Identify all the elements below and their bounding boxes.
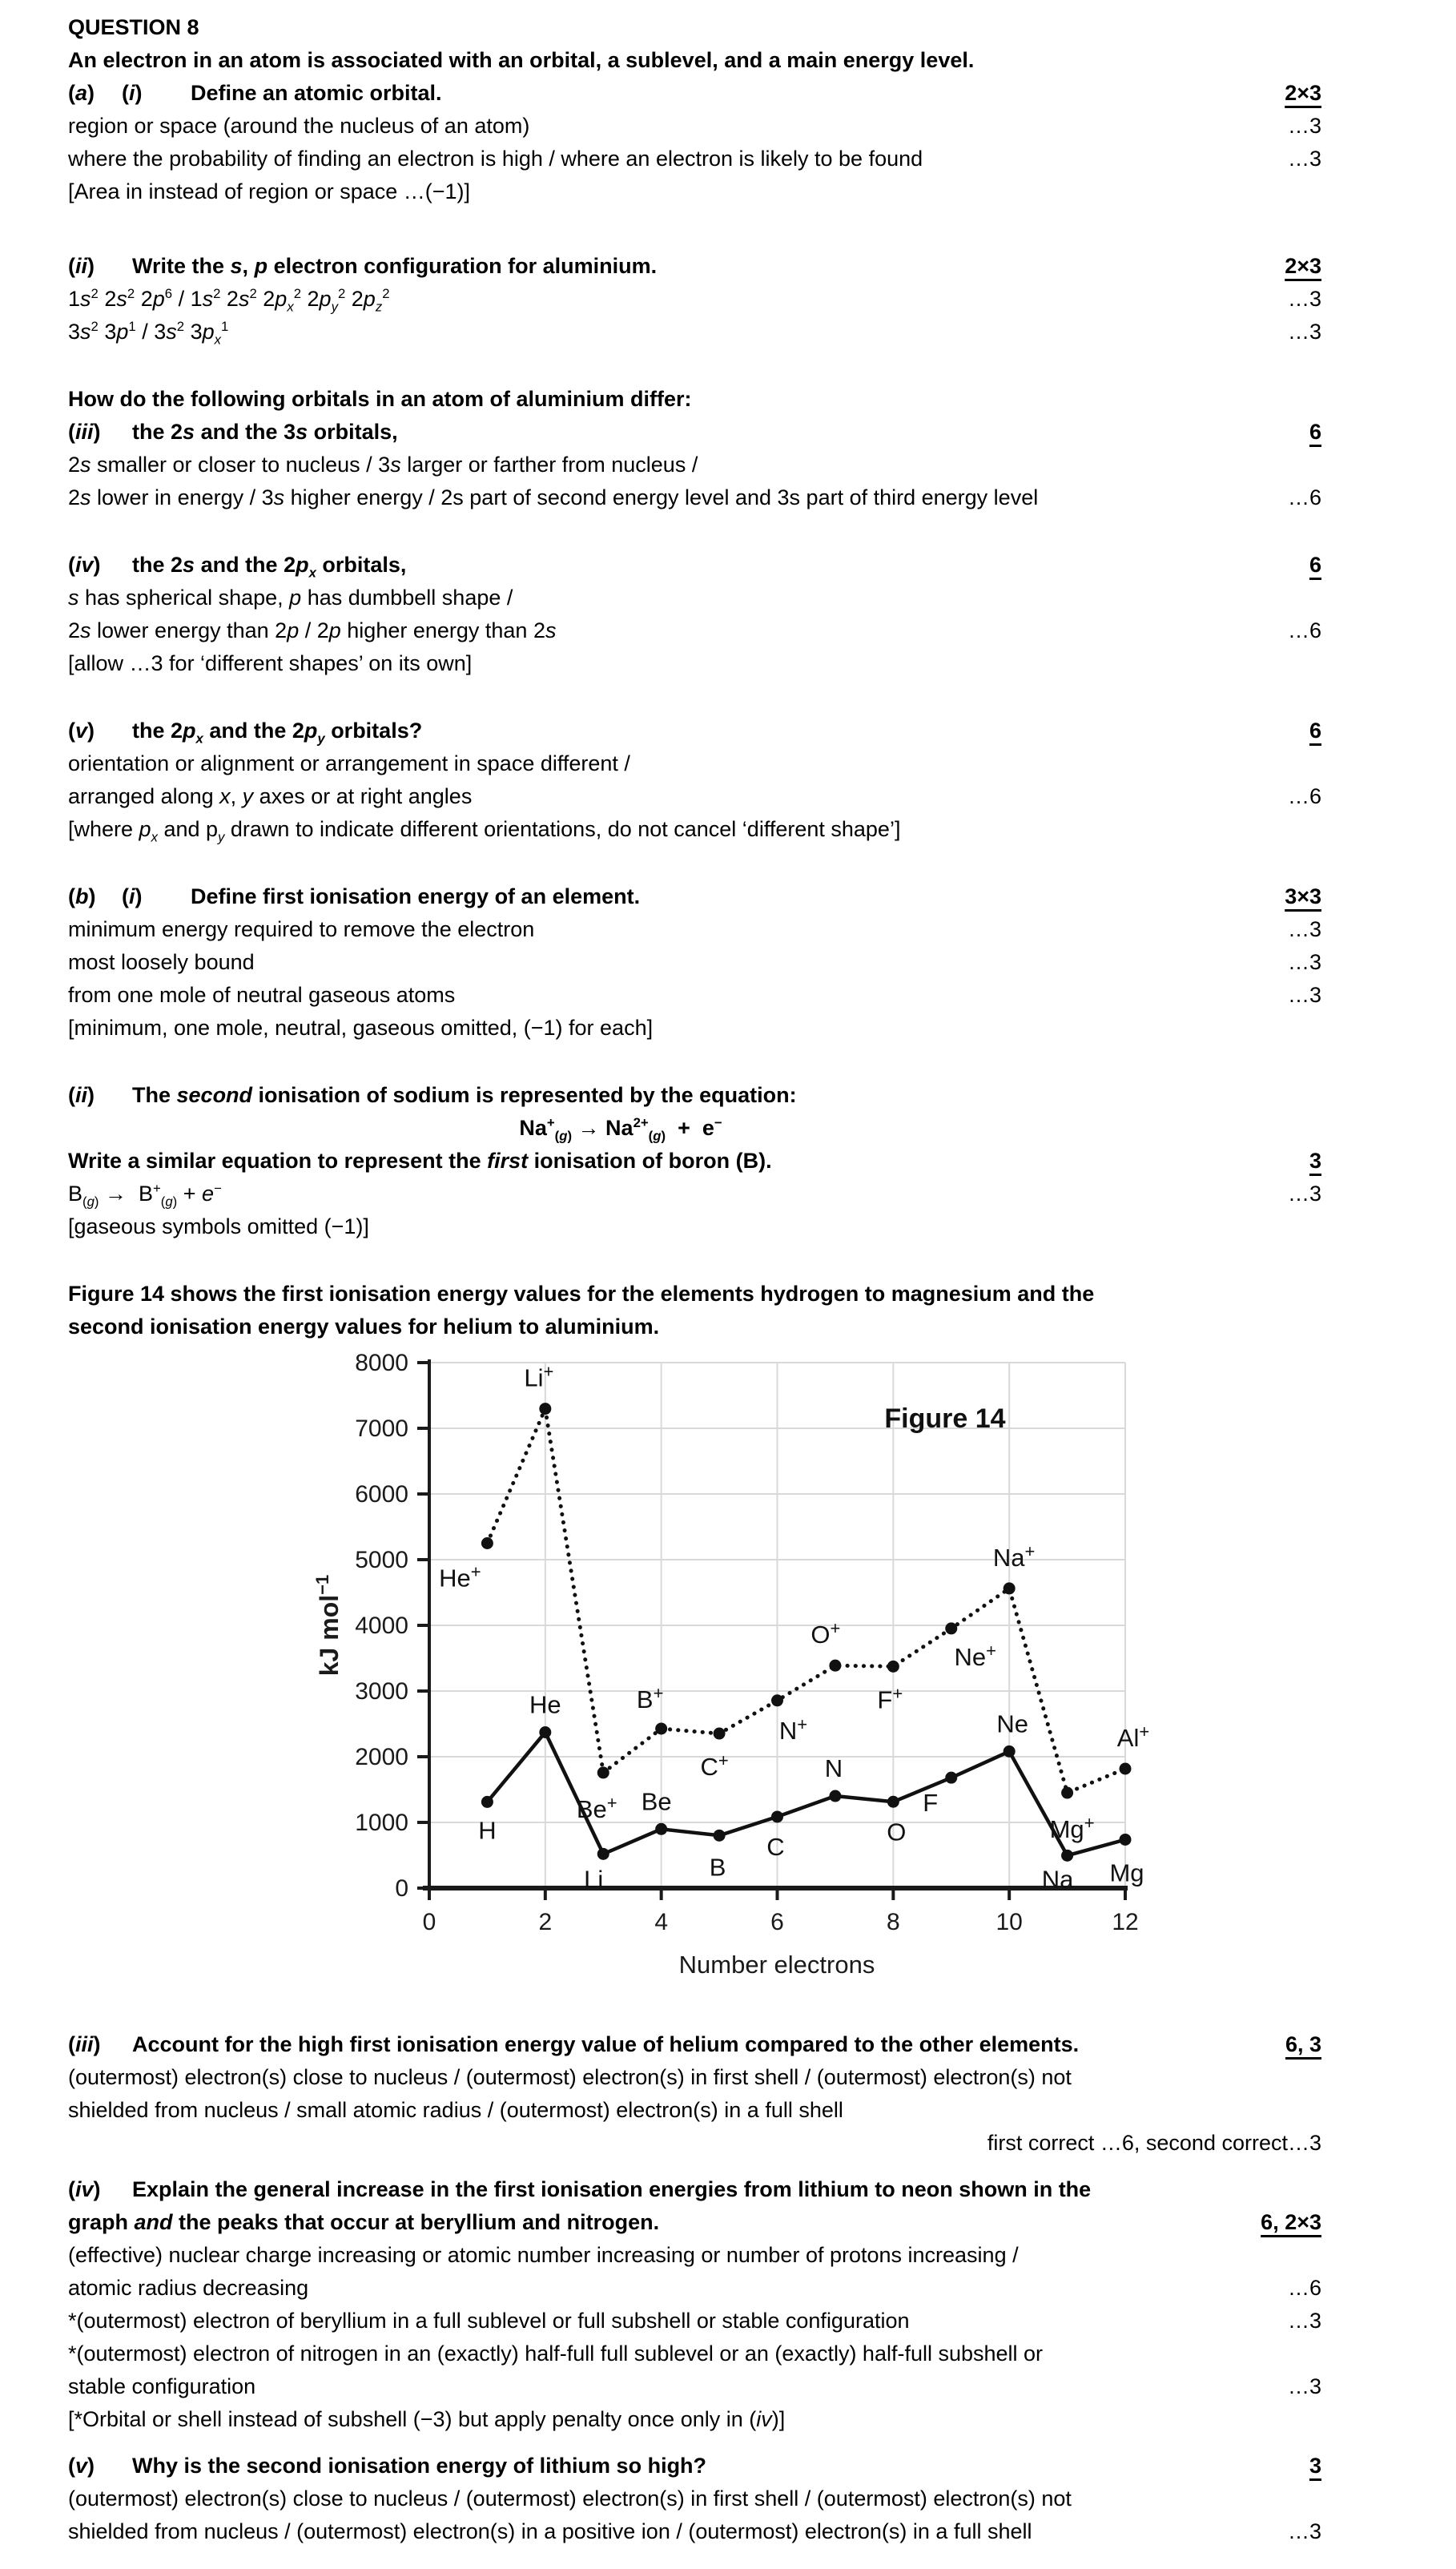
- doc-line-10: [68, 416, 1321, 449]
- spacer: [68, 846, 1321, 880]
- data-point-Mg: [1120, 1834, 1132, 1846]
- marks: …3: [1287, 320, 1321, 344]
- marks: 3: [1309, 2454, 1321, 2478]
- data-point-Al+: [1120, 1763, 1132, 1775]
- x-tick-label: 12: [1112, 1909, 1139, 1935]
- point-label: Ne: [996, 1709, 1028, 1738]
- marks: 6, 3: [1285, 2032, 1321, 2056]
- point-label: F+: [877, 1683, 903, 1714]
- data-point-B: [714, 1830, 726, 1842]
- line-text: minimum energy required to remove the electron: [68, 917, 535, 941]
- x-axis-title: Number electrons: [678, 1951, 875, 1979]
- data-point-F+: [887, 1661, 899, 1673]
- doc-line-15: [68, 614, 1321, 647]
- doc-line-2: [68, 77, 1321, 110]
- data-point-N: [829, 1790, 841, 1802]
- x-tick-label: 6: [770, 1909, 784, 1935]
- line-text: [allow …3 for ‘different shapes’ on its own]: [68, 651, 473, 675]
- doc-line-31: [68, 1278, 1321, 1311]
- line-text: (iv) the 2s and the $2p_x$ orbitals,: [68, 553, 407, 581]
- line-text: arranged along x, y axes or at right angles: [68, 784, 473, 808]
- doc-line-17: [68, 715, 1321, 747]
- data-point-Ne+: [945, 1622, 957, 1634]
- line-text: *(outermost) electron of nitrogen in an (exactly) half-full full sublevel or an (exactly) half-full subshell or: [68, 2341, 1044, 2366]
- y-tick-label: 4000: [355, 1613, 408, 1639]
- data-point-Na+: [1004, 1582, 1016, 1594]
- spacer: [68, 1045, 1321, 1079]
- doc-line-28: [68, 1145, 1321, 1178]
- doc-line-1: [68, 44, 1321, 77]
- line-text: $Na^+_{(g)} \to Na^{2+}_{(g)} + e^-$: [519, 1115, 722, 1144]
- line-text: (a) (i) Define an atomic orbital.: [68, 81, 442, 105]
- point-label: O+: [810, 1618, 841, 1649]
- doc-line-21: [68, 880, 1321, 913]
- marks: 6, 2×3: [1261, 2210, 1321, 2234]
- line-text: shielded from nucleus / small atomic radius / (outermost) electron(s) in a full shell: [68, 2098, 843, 2122]
- y-tick-label: 1000: [355, 1810, 408, 1836]
- line-text: (outermost) electron(s) close to nucleus / (outermost) electron(s) in first shell / (outermost) electron(s) not: [68, 2065, 1072, 2089]
- y-tick-label: 2000: [355, 1744, 408, 1770]
- doc-line-38: [68, 2173, 1321, 2206]
- doc-line-4: [68, 143, 1321, 175]
- marks: …3: [1287, 917, 1321, 941]
- line-text: [gaseous symbols omitted (−1)]: [68, 1214, 369, 1238]
- figure-14-svg: [296, 1343, 1241, 1992]
- doc-line-23: [68, 946, 1321, 979]
- doc-line-12: [68, 481, 1321, 514]
- data-point-N+: [771, 1694, 783, 1706]
- line-text: (v) Why is the second ionisation energy of lithium so high?: [68, 2454, 707, 2478]
- point-label: Mg+: [1049, 1813, 1095, 1844]
- point-label: Be: [641, 1787, 672, 1816]
- doc-line-26: [68, 1079, 1321, 1112]
- line-text: [Area in instead of region or space …(−1)]: [68, 179, 471, 203]
- doc-line-16: [68, 647, 1321, 680]
- y-tick-label: 6000: [355, 1481, 408, 1508]
- series-first-ionisation-energy: [487, 1733, 1125, 1856]
- x-tick-label: 8: [886, 1909, 900, 1935]
- spacer: [68, 348, 1321, 383]
- y-axis-title: kJ mol$^{-1}$: [312, 1574, 344, 1677]
- data-point-C: [771, 1810, 783, 1822]
- doc-line-11: [68, 449, 1321, 481]
- y-tick-label: 7000: [355, 1415, 408, 1442]
- doc-line-22: [68, 913, 1321, 946]
- line-text: most loosely bound: [68, 950, 255, 974]
- doc-line-47: [68, 2482, 1321, 2515]
- line-text: shielded from nucleus / (outermost) electron(s) in a positive ion / (outermost) electron(s) in a full shell: [68, 2519, 1032, 2543]
- doc-line-48: [68, 2515, 1321, 2548]
- line-text: atomic radius decreasing: [68, 2276, 309, 2300]
- x-tick-label: 4: [654, 1909, 669, 1935]
- point-label: C+: [700, 1750, 729, 1782]
- doc-line-24: [68, 979, 1321, 1012]
- marks: …3: [1287, 114, 1321, 138]
- marks: 6: [1309, 719, 1321, 743]
- data-point-C+: [714, 1728, 726, 1740]
- doc-line-45: [68, 2403, 1321, 2436]
- data-point-Li+: [539, 1403, 551, 1415]
- line-text: (outermost) electron(s) close to nucleus / (outermost) electron(s) in first shell / (outermost) electron(s) not: [68, 2486, 1072, 2511]
- spacer: [68, 514, 1321, 549]
- data-point-H: [481, 1796, 493, 1808]
- line-text: 2s lower in energy / 3s higher energy / 2s part of second energy level and 3s part of third energy level: [68, 485, 1039, 509]
- marks: …3: [1287, 287, 1321, 311]
- x-tick-label: 0: [422, 1909, 436, 1935]
- point-label: O: [887, 1818, 907, 1846]
- doc-line-32: [68, 1311, 1321, 1343]
- doc-line-34: [68, 2028, 1321, 2061]
- marks: …6: [1287, 2276, 1321, 2300]
- doc-line-18: [68, 747, 1321, 780]
- marks: …3: [1287, 147, 1321, 171]
- doc-line-46: [68, 2450, 1321, 2482]
- point-label: Be+: [576, 1792, 617, 1823]
- point-label: He+: [439, 1561, 481, 1593]
- spacer: [68, 2436, 1321, 2450]
- point-label: F: [923, 1789, 939, 1818]
- point-label: Mg: [1109, 1858, 1144, 1887]
- marks: …3: [1287, 983, 1321, 1007]
- marks: …6: [1287, 784, 1321, 808]
- y-tick-label: 5000: [355, 1547, 408, 1573]
- y-tick-label: 0: [395, 1875, 408, 1902]
- point-label: Li: [584, 1865, 604, 1894]
- doc-line-39: [68, 2206, 1321, 2239]
- line-text: where the probability of finding an electron is high / where an electron is likely to be found: [68, 147, 923, 171]
- point-label: H: [478, 1816, 497, 1845]
- point-label: Na: [1041, 1865, 1074, 1894]
- point-label: Li+: [524, 1361, 554, 1392]
- point-label: B: [709, 1853, 726, 1882]
- line-text: first correct …6, second correct…3: [987, 2131, 1321, 2155]
- line-text: $3s^2$ $3p^1 / 3s^2$ $3p_x^1$: [68, 319, 229, 348]
- line-text: (v) the $2p_x$ and the $2p_y$ orbitals?: [68, 719, 423, 747]
- data-point-Ne: [1004, 1746, 1016, 1758]
- line-text: How do the following orbitals in an atom of aluminium differ:: [68, 387, 692, 411]
- marks: …3: [1287, 950, 1321, 974]
- doc-line-40: [68, 2239, 1321, 2272]
- marks: 2×3: [1285, 254, 1321, 278]
- spacer: [68, 208, 1321, 250]
- line-text: (ii) Write the s, p electron configuration for aluminium.: [68, 254, 658, 278]
- data-point-O: [887, 1796, 899, 1808]
- marks: 3×3: [1285, 884, 1321, 908]
- line-text: $1s^2$ $2s^2$ $2p^6 / 1s^2$ $2s^2$ $2p_x^2$ $2p_y^2$ $2p_z^2$: [68, 286, 390, 315]
- data-point-B+: [655, 1722, 667, 1734]
- line-text: [where $p_x$ and $p_y$ drawn to indicate different orientations, do not cancel ‘different shape’]: [68, 817, 901, 845]
- x-tick-label: 2: [538, 1909, 553, 1935]
- spacer: [68, 2160, 1321, 2173]
- data-point-Na: [1061, 1850, 1073, 1862]
- doc-line-27: [68, 1112, 1321, 1145]
- line-text: An electron in an atom is associated with an orbital, a sublevel, and a main energy level.: [68, 48, 975, 72]
- spacer: [68, 1992, 1321, 2028]
- line-text: Figure 14 shows the first ionisation energy values for the elements hydrogen to magnesium and the: [68, 1282, 1095, 1306]
- marks: …6: [1287, 618, 1321, 642]
- marks: 3: [1309, 1149, 1321, 1173]
- doc-line-0: [68, 11, 1321, 44]
- line-text: (iv) Explain the general increase in the first ionisation energies from lithium to neon shown in the: [68, 2177, 1092, 2201]
- doc-line-3: [68, 110, 1321, 143]
- marks: …3: [1287, 1182, 1321, 1206]
- line-text: 2s lower energy than 2p / 2p higher energy than 2s: [68, 618, 557, 642]
- marks: …3: [1287, 2374, 1321, 2398]
- line-text: QUESTION 8: [68, 15, 199, 39]
- doc-line-41: [68, 2272, 1321, 2305]
- x-tick-label: 10: [995, 1909, 1023, 1935]
- point-label: Al+: [1116, 1721, 1150, 1753]
- line-text: region or space (around the nucleus of an atom): [68, 114, 530, 138]
- spacer: [68, 680, 1321, 715]
- line-text: *(outermost) electron of beryllium in a full sublevel or full subshell or stable configuration: [68, 2309, 910, 2333]
- point-label: N+: [778, 1713, 808, 1745]
- data-point-Be+: [597, 1766, 609, 1778]
- y-tick-label: 3000: [355, 1678, 408, 1705]
- line-text: (ii) The second ionisation of sodium is represented by the equation:: [68, 1083, 797, 1107]
- point-label: Na+: [992, 1540, 1036, 1572]
- doc-line-43: [68, 2337, 1321, 2370]
- line-text: s has spherical shape, p has dumbbell shape /: [68, 586, 513, 610]
- line-text: from one mole of neutral gaseous atoms: [68, 983, 456, 1007]
- line-text: [*Orbital or shell instead of subshell (−3) but apply penalty once only in (iv)]: [68, 2407, 786, 2431]
- marks: …6: [1287, 485, 1321, 509]
- doc-line-35: [68, 2061, 1321, 2094]
- point-label: He: [529, 1690, 561, 1719]
- data-point-Mg+: [1061, 1787, 1073, 1799]
- document: [68, 11, 1321, 2548]
- doc-line-42: [68, 2305, 1321, 2337]
- line-text: second ionisation energy values for helium to aluminium.: [68, 1315, 660, 1339]
- doc-line-29: [68, 1178, 1321, 1210]
- doc-line-5: [68, 175, 1321, 208]
- line-text: (b) (i) Define first ionisation energy of an element.: [68, 884, 641, 908]
- line-text: [minimum, one mole, neutral, gaseous omitted, (−1) for each]: [68, 1016, 654, 1040]
- doc-line-9: [68, 383, 1321, 416]
- point-label: Ne+: [954, 1640, 996, 1671]
- doc-line-36: [68, 2094, 1321, 2127]
- figure-14-chart: [296, 1343, 1241, 1992]
- doc-line-8: [68, 316, 1321, 348]
- doc-line-19: [68, 780, 1321, 813]
- point-label: B+: [636, 1682, 664, 1713]
- line-text: 2s smaller or closer to nucleus / 3s larger or farther from nucleus /: [68, 453, 698, 477]
- line-text: (iii) Account for the high first ionisation energy value of helium compared to the other elements.: [68, 2032, 1080, 2056]
- data-point-Li: [597, 1848, 609, 1860]
- figure-title: Figure 14: [884, 1403, 1006, 1434]
- doc-line-30: [68, 1210, 1321, 1243]
- spacer: [68, 1243, 1321, 1278]
- line-text: graph and the peaks that occur at beryllium and nitrogen.: [68, 2210, 660, 2234]
- data-point-Be: [655, 1823, 667, 1835]
- marks: …3: [1287, 2309, 1321, 2333]
- line-text: stable configuration: [68, 2374, 256, 2398]
- doc-line-7: [68, 283, 1321, 316]
- marks: 6: [1309, 553, 1321, 577]
- series-second-ionisation-energy: [487, 1409, 1125, 1793]
- doc-line-20: [68, 813, 1321, 846]
- y-tick-label: 8000: [355, 1350, 408, 1376]
- doc-line-13: [68, 549, 1321, 582]
- data-point-F: [945, 1772, 957, 1784]
- line-text: Write a similar equation to represent the first ionisation of boron (B).: [68, 1149, 772, 1173]
- line-text: $B_{(g)} \to B^+_{(g)} + e^-$: [68, 1181, 222, 1210]
- line-text: (iii) the 2s and the 3s orbitals,: [68, 420, 398, 444]
- point-label: C: [766, 1832, 785, 1861]
- doc-line-37: [68, 2127, 1321, 2160]
- point-label: N: [824, 1754, 843, 1783]
- marks: 6: [1309, 420, 1321, 444]
- doc-line-44: [68, 2370, 1321, 2403]
- marks: 2×3: [1285, 81, 1321, 105]
- data-point-He+: [481, 1537, 493, 1549]
- line-text: (effective) nuclear charge increasing or atomic number increasing or number of protons increasing /: [68, 2243, 1019, 2267]
- line-text: orientation or alignment or arrangement in space different /: [68, 751, 630, 775]
- data-point-O+: [829, 1660, 841, 1672]
- marks: …3: [1287, 2519, 1321, 2543]
- doc-line-6: [68, 250, 1321, 283]
- doc-line-25: [68, 1012, 1321, 1045]
- doc-line-14: [68, 582, 1321, 614]
- data-point-He: [539, 1726, 551, 1738]
